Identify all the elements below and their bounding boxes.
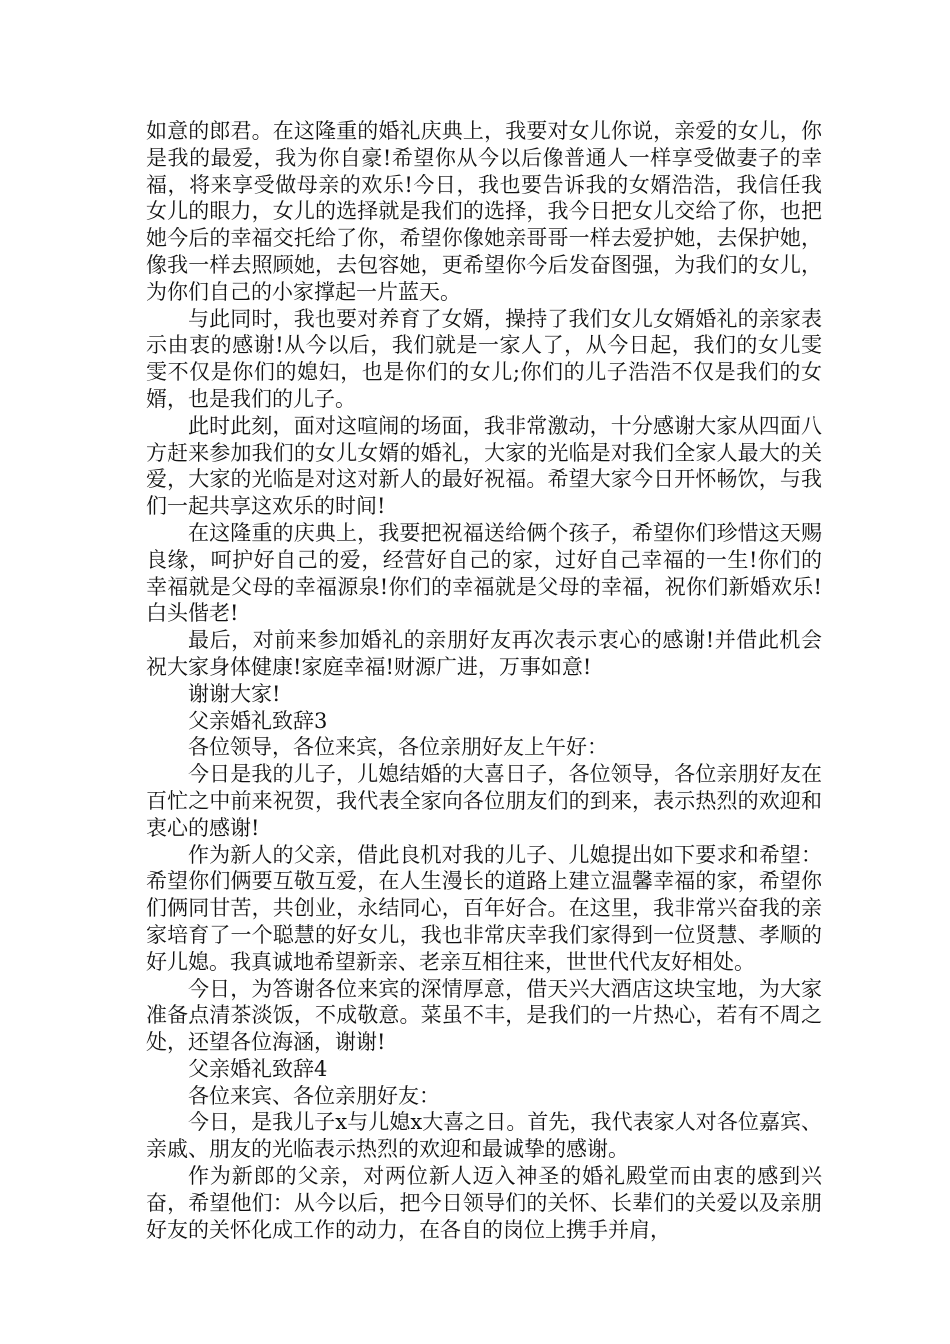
closing-line: 谢谢大家! [188,681,281,706]
paragraph: 在这隆重的庆典上，我要把祝福送给俩个孩子，希望你们珍惜这天赐良缘，呵护好自己的爱，经营好自己的家，过好自己幸福的一生!你们的幸福就是父母的幸福源泉!你们的幸福就是父母的幸福，祝你们新婚欢乐!白头偕老! [146,520,822,626]
paragraph: 与此同时，我也要对养育了女婿，操持了我们女儿女婿婚礼的亲家表示由衷的感谢!从今以后，我们就是一家人了，从今日起，我们的女儿雯雯不仅是你们的媳妇，也是你们的女儿;你们的儿子浩浩不仅是我们的女婿，也是我们的儿子。 [146,306,822,411]
salutation: 各位来宾、各位亲朋好友： [188,1083,440,1108]
paragraph: 今日是我的儿子，儿媳结婚的大喜日子，各位领导，各位亲朋好友在百忙之中前来祝贺，我代表全家向各位朋友们的到来，表示热烈的欢迎和衷心的感谢! [146,762,822,840]
paragraph: 如意的郎君。在这隆重的婚礼庆典上，我要对女儿你说，亲爱的女儿，你是我的最爱，我为你自豪!希望你从今以后像普通人一样享受做妻子的幸福，将来享受做母亲的欢乐!今日，我也要告诉我的女婿浩浩，我信任我女儿的眼力，女儿的选择就是我们的选择，我今日把女儿交给了你，也把她今后的幸福交托给了你，希望你像她亲哥哥一样去爱护她，去保护她，像我一样去照顾她，去包容她，更希望你今后发奋图强，为我们的女儿，为你们自己的小家撑起一片蓝天。 [146,119,822,304]
paragraph: 今日，为答谢各位来宾的深情厚意，借天兴大酒店这块宝地，为大家准备点清茶淡饭，不成敬意。菜虽不丰，是我们的一片热心，若有不周之处，还望各位海涵，谢谢! [146,976,822,1055]
document-body [146,118,822,1243]
section-heading: 父亲婚礼致辞4 [188,1056,328,1081]
paragraph: 作为新郎的父亲，对两位新人迈入神圣的婚礼殿堂而由衷的感到兴奋，希望他们：从今以后，把今日领导们的关怀、长辈们的关爱以及亲朋好友的关怀化成工作的动力，在各自的岗位上携手并肩， [146,1164,822,1242]
paragraph: 此时此刻，面对这喧闹的场面，我非常激动，十分感谢大家从四面八方赶来参加我们的女儿女婿的婚礼，大家的光临是对我们全家人最大的关爱，大家的光临是对这对新人的最好祝福。希望大家今日开怀畅饮，与我们一起共享这欢乐的时间! [146,413,822,519]
paragraph: 今日，是我儿子x与儿媳x大喜之日。首先，我代表家人对各位嘉宾、亲戚、朋友的光临表示热烈的欢迎和最诚挚的感谢。 [146,1110,822,1162]
section-heading: 父亲婚礼致辞3 [188,708,328,733]
paragraph: 作为新人的父亲，借此良机对我的儿子、儿媳提出如下要求和希望：希望你们俩要互敬互爱，在人生漫长的道路上建立温馨幸福的家，希望你们俩同甘苦，共创业，永结同心，百年好合。在这里，我非常兴奋我的亲家培育了一个聪慧的好女儿，我也非常庆幸我们家得到一位贤慧、孝顺的好儿媳。我真诚地希望新亲、老亲互相往来，世世代代友好相处。 [146,842,822,974]
paragraph: 最后，对前来参加婚礼的亲朋好友再次表示衷心的感谢!并借此机会祝大家身体健康!家庭幸福!财源广进，万事如意! [146,628,822,679]
salutation: 各位领导，各位来宾，各位亲朋好友上午好： [188,735,608,760]
